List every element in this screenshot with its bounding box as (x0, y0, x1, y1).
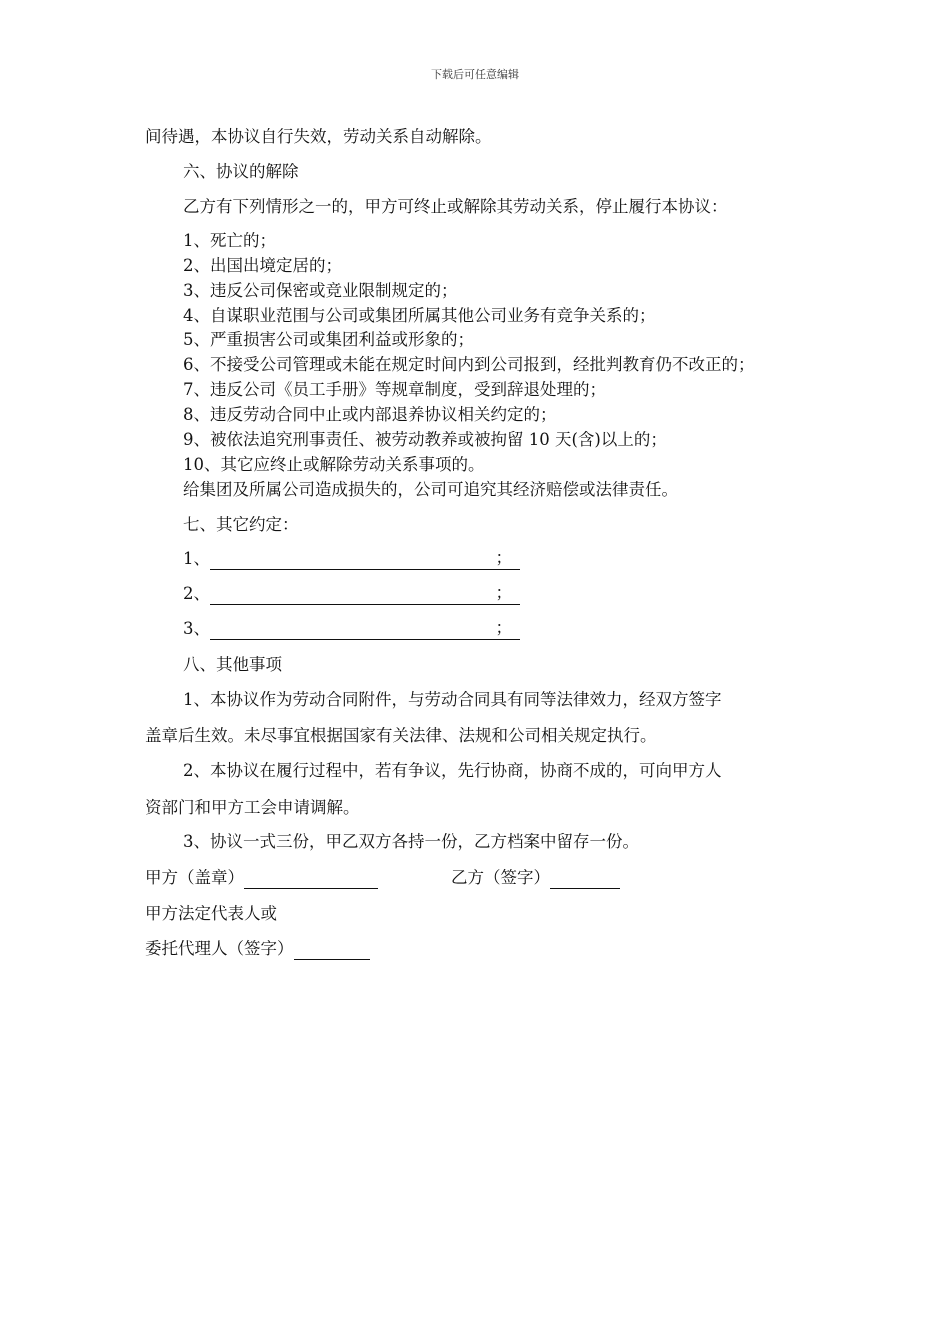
section8-p1-line2: 盖章后生效。未尽事宜根据国家有关法律、法规和公司相关规定执行。 (145, 726, 657, 745)
rep-label: 委托代理人（签字） (145, 939, 294, 958)
blank-1-line (210, 548, 520, 570)
section8-title: 八、其他事项 (183, 655, 282, 674)
section6-title: 六、协议的解除 (183, 162, 299, 181)
rep-line-1: 甲方法定代表人或 (145, 904, 277, 923)
section6-item-9: 9、被依法追究刑事责任、被劳动教养或被拘留 10 天(含)以上的； (183, 430, 667, 449)
party-a-sign-line[interactable] (244, 870, 378, 889)
section7-blank-1 (183, 548, 520, 570)
section6-liability: 给集团及所属公司造成损失的，公司可追究其经济赔偿或法律责任。 (183, 480, 678, 499)
section7-title: 七、其它约定： (183, 515, 299, 534)
section6-item-5: 5、严重损害公司或集团利益或形象的； (183, 330, 474, 349)
section8-p2-line2: 资部门和甲方工会申请调解。 (145, 798, 360, 817)
rep-sign-line[interactable] (294, 941, 370, 960)
section6-item-1: 1、死亡的； (183, 231, 276, 250)
signature-party-b (451, 867, 620, 889)
section6-item-4: 4、自谋职业范围与公司或集团所属其他公司业务有竞争关系的； (183, 306, 656, 325)
blank-3-label: 3、 (183, 619, 210, 638)
page-header-note: 下载后可任意编辑 (431, 68, 519, 81)
intro-tail-text: 间待遇，本协议自行失效，劳动关系自动解除。 (145, 127, 492, 146)
blank-2-line (210, 583, 520, 605)
signature-party-a (145, 867, 378, 889)
blank-3-semicolon: ； (495, 618, 512, 637)
blank-2-semicolon: ； (495, 583, 512, 602)
section7-blank-2 (183, 583, 520, 605)
section6-lead: 乙方有下列情形之一的，甲方可终止或解除其劳动关系，停止履行本协议： (183, 197, 728, 216)
section6-item-10: 10、其它应终止或解除劳动关系事项的。 (183, 455, 485, 474)
section8-p1-line1: 1、本协议作为劳动合同附件，与劳动合同具有同等法律效力，经双方签字 (183, 690, 722, 709)
section7-blank-3 (183, 618, 520, 640)
party-b-label: 乙方（签字） (451, 868, 550, 887)
section6-item-8: 8、违反劳动合同中止或内部退养协议相关约定的； (183, 405, 557, 424)
section6-item-6: 6、不接受公司管理或未能在规定时间内到公司报到，经批判教育仍不改正的； (183, 355, 755, 374)
blank-1-label: 1、 (183, 549, 210, 568)
blank-3-line (210, 618, 520, 640)
blank-2-label: 2、 (183, 584, 210, 603)
section8-p2-line1: 2、本协议在履行过程中，若有争议，先行协商，协商不成的，可向甲方人 (183, 761, 722, 780)
blank-1-semicolon: ； (495, 548, 512, 567)
section6-item-7: 7、违反公司《员工手册》等规章制度，受到辞退处理的； (183, 380, 606, 399)
section6-item-2: 2、出国出境定居的； (183, 256, 342, 275)
section8-p3: 3、协议一式三份，甲乙双方各持一份，乙方档案中留存一份。 (183, 832, 639, 851)
party-a-label: 甲方（盖章） (145, 868, 244, 887)
party-b-sign-line[interactable] (550, 870, 620, 889)
rep-line-2 (145, 938, 370, 960)
section6-item-3: 3、违反公司保密或竞业限制规定的； (183, 281, 458, 300)
